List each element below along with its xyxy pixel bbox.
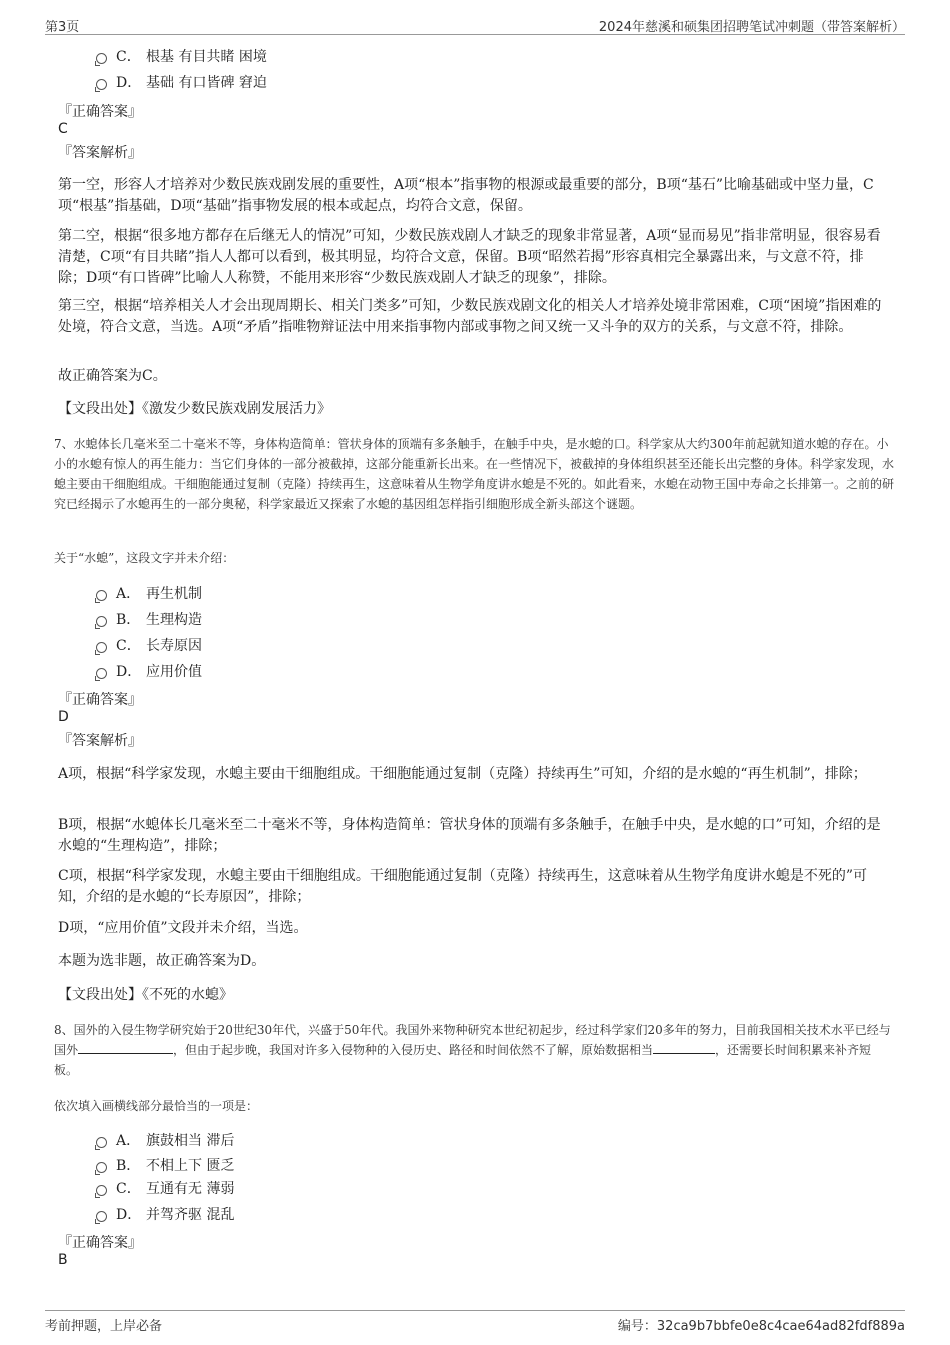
document-id: 编号：32ca9b7bbfe0e8c4cae64ad82fdf889a [617, 1319, 905, 1334]
q7-option-d[interactable]: D． 应用价值 [96, 662, 202, 682]
q8-option-b[interactable]: B． 不相上下 匮乏 [96, 1156, 234, 1176]
q8-option-a[interactable]: A． 旗鼓相当 滞后 [96, 1131, 234, 1151]
q8-answer-label: 『正确答案』 [58, 1235, 142, 1251]
q7-analysis-a: A项，根据“科学家发现，水螅主要由干细胞组成。干细胞能通过复制（克隆）持续再生”可知，介绍的是水螅的“再生机制”，排除； [58, 766, 867, 782]
radio-icon[interactable] [96, 79, 107, 90]
radio-icon[interactable] [96, 1185, 107, 1196]
footer-slogan: 考前押题，上岸必备 [45, 1319, 163, 1334]
radio-icon[interactable] [96, 1211, 107, 1222]
q7-answer: D [58, 709, 69, 725]
q7-analysis-c: C项，根据“科学家发现，水螅主要由干细胞组成。干细胞能通过复制（克隆）持续再生，这意味着从生物学角度讲水螅是不死的”可知，介绍的是水螅的“长寿原因”，排除； [58, 868, 868, 905]
radio-icon[interactable] [96, 1137, 107, 1148]
q6-option-d[interactable]: D． 基础 有口皆碑 窘迫 [96, 73, 267, 93]
q8-answer: B [58, 1252, 68, 1268]
q7-stem: 7、水螅体长几毫米至二十毫米不等，身体构造简单：管状身体的顶端有多条触手，在触手中央，是水螅的口。科学家从大约300年前起就知道水螅的存在。小小的水螅有惊人的再生能力：当它们身体的一部分被截掉，这部分能重新长出来。在一些情况下，被截掉的身体组织甚至还能长出完整的身体。科学家发现，水螅主要由干细胞组成。干细胞能通过复制（克隆）持续再生，这意味着从生物学角度讲水螅是不死的。如此看来，水螅在动物王国中寿命之长排第一。之前的研究已经揭示了水螅再生的一部分奥秘，科学家最近又探索了水螅的基因组怎样指引细胞形成全新头部这个谜题。 [54, 437, 895, 511]
q7-option-c[interactable]: C． 长寿原因 [96, 636, 202, 656]
q7-option-a[interactable]: A． 再生机制 [96, 584, 202, 604]
q8-option-d[interactable]: D． 并驾齐驱 混乱 [96, 1205, 234, 1225]
q6-source: 【文段出处】《激发少数民族戏剧发展活力》 [58, 401, 331, 417]
page-header [45, 14, 905, 35]
page-number: 第3页 [45, 20, 80, 35]
q8-stem: 8、国外的入侵生物学研究始于20世纪30年代，兴盛于50年代。我国外来物种研究本世纪初起步，经过科学家们20多年的努力，目前我国相关技术水平已经与国外 ，但由于起步晚，我国对许多入侵物种的入侵历史、路径和时间依然不了解，原始数据相当 ，还需要长时间积累来补齐短板。 [54, 1023, 891, 1077]
q6-answer: C [58, 121, 68, 137]
q6-answer-label: 『正确答案』 [58, 104, 142, 120]
q7-conclusion: 本题为选非题，故正确答案为D。 [58, 953, 266, 969]
blank-line-2 [653, 1041, 715, 1054]
q6-conclusion: 故正确答案为C。 [58, 368, 167, 384]
q7-analysis-d: D项，“应用价值”文段并未介绍，当选。 [58, 920, 308, 936]
q7-source: 【文段出处】《不死的水螅》 [58, 987, 233, 1003]
document-title: 2024年慈溪和硕集团招聘笔试冲刺题（带答案解析） [598, 20, 905, 35]
q7-analysis-label: 『答案解析』 [58, 733, 142, 749]
radio-icon[interactable] [96, 53, 107, 64]
radio-icon[interactable] [96, 642, 107, 653]
q6-analysis-label: 『答案解析』 [58, 145, 142, 161]
q7-option-b[interactable]: B． 生理构造 [96, 610, 202, 630]
radio-icon[interactable] [96, 668, 107, 679]
q8-prompt: 依次填入画横线部分最恰当的一项是： [54, 1099, 259, 1113]
q7-answer-label: 『正确答案』 [58, 692, 142, 708]
page-footer [45, 1310, 905, 1333]
radio-icon[interactable] [96, 616, 107, 627]
q6-analysis-para-3: 第三空，根据“培养相关人才会出现周期长、相关门类多”可知，少数民族戏剧文化的相关人才培养处境非常困难，C项“困境”指困难的处境，符合文意，当选。A项“矛盾”指唯物辩证法中用来指事物内部或事物之间又统一又斗争的双方的关系，与文意不符，排除。 [58, 298, 882, 335]
blank-line-1 [78, 1041, 173, 1054]
q7-analysis-b: B项，根据“水螅体长几毫米至二十毫米不等，身体构造简单：管状身体的顶端有多条触手，在触手中央，是水螅的口”可知，介绍的是水螅的“生理构造”，排除； [58, 817, 881, 854]
q6-option-c[interactable]: C． 根基 有目共睹 困境 [96, 47, 267, 67]
q8-option-c[interactable]: C． 互通有无 薄弱 [96, 1179, 234, 1199]
q7-prompt: 关于“水螅”，这段文字并未介绍： [54, 551, 235, 565]
radio-icon[interactable] [96, 590, 107, 601]
radio-icon[interactable] [96, 1162, 107, 1173]
q6-analysis-para-1: 第一空，形容人才培养对少数民族戏剧发展的重要性，A项“根本”指事物的根源或最重要的部分，B项“基石”比喻基础或中坚力量，C项“根基”指基础，D项“基础”指事物发展的根本或起点，均符合文意，保留。 [58, 177, 874, 214]
q6-analysis-para-2: 第二空，根据“很多地方都存在后继无人的情况”可知，少数民族戏剧人才缺乏的现象非常显著，A项“显而易见”指非常明显，很容易看清楚，C项“有目共睹”指人人都可以看到，极其明显，均符合文意，保留。B项“昭然若揭”形容真相完全暴露出来，与文意不符，排除；D项“有口皆碑”比喻人人称赞，不能用来形容“少数民族戏剧人才缺乏的现象”，排除。 [58, 228, 881, 286]
